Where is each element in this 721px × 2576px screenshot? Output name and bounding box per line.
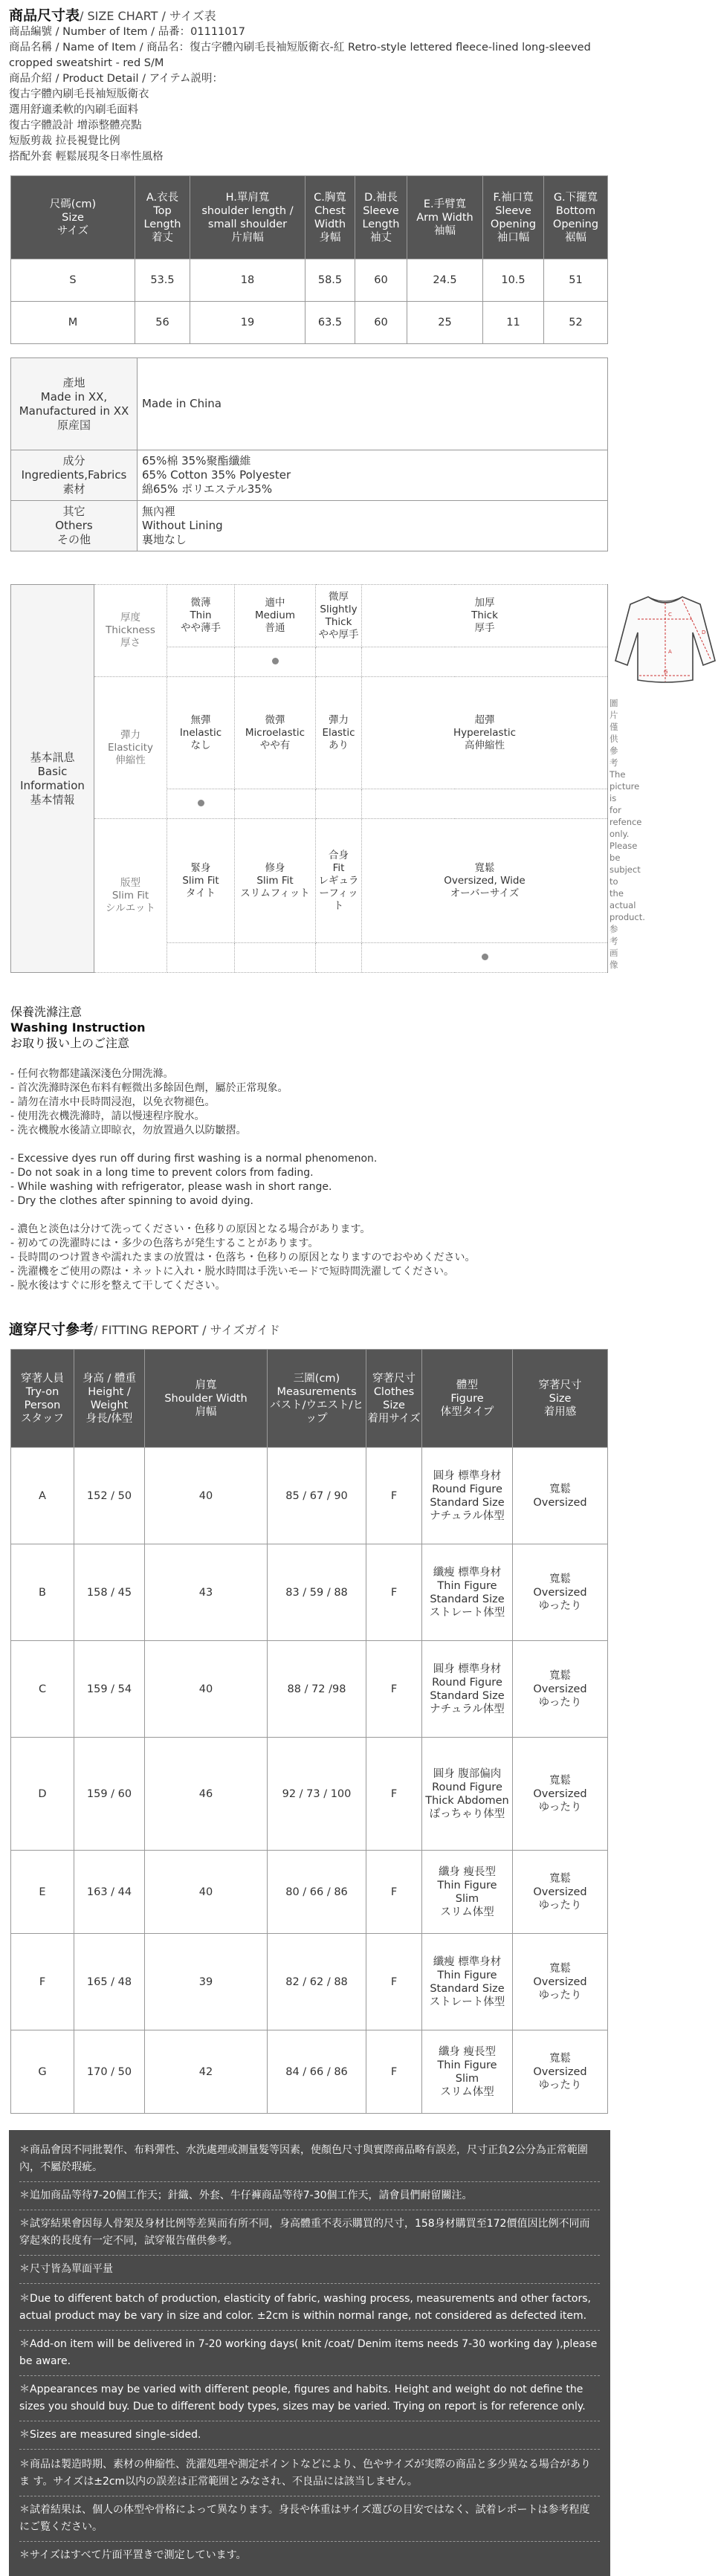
- thickness-mark: [316, 647, 362, 677]
- elasticity-mark: [316, 789, 362, 819]
- svg-text:A: A: [668, 649, 672, 655]
- fit-option: 緊身 Slim Fit タイト: [167, 819, 235, 943]
- fit-options-row: [11, 819, 608, 943]
- washing-instructions: [0, 1004, 619, 1293]
- size-cell: 10.5: [483, 259, 544, 302]
- measurements-cell: 92 / 73 / 100: [268, 1738, 366, 1851]
- notes-jp: ＊商品は製造時期、素材の伸縮性、洗濯処理や測定ポイントなどにより、色やサイズが実際の商品と多少異なる場合がありま す。サイズは±2cm以内の誤差は正常範囲とみなされ、不良品には該当しません。 ＊試着結果は、個人の体型や骨格によって異なります。身長や体重はサイズ選びの目安ではなく、試着レポートは参考程度にご覧ください。 ＊サイズはすべて片面平置きで測定しています。: [19, 2456, 600, 2564]
- size-cell: 11: [483, 302, 544, 344]
- size-row: [11, 259, 608, 302]
- notes-box: [9, 2130, 610, 2576]
- col-measurements: 三圍(cm) Measurements バスト/ウエスト/ヒップ: [268, 1350, 366, 1448]
- measurements-cell: 88 / 72 /98: [268, 1641, 366, 1738]
- clothes-size-cell: F: [366, 1641, 422, 1738]
- elasticity-option: 彈力 Elastic あり: [316, 677, 362, 789]
- col-size: 尺碼(cm) Size サイズ: [11, 176, 135, 259]
- size-row: [11, 302, 608, 344]
- height-weight-cell: 152 / 50: [74, 1448, 145, 1544]
- fitting-row: [11, 1738, 608, 1851]
- thickness-option: 微厚 Slightly Thick やや厚手: [316, 585, 362, 647]
- info-table: [10, 357, 608, 551]
- fit-mark: [316, 943, 362, 973]
- fitting-row: [11, 1448, 608, 1544]
- size-cell: S: [11, 259, 135, 302]
- height-weight-cell: 158 / 45: [74, 1544, 145, 1641]
- fit-label: 版型 Slim Fit シルエット: [94, 819, 167, 973]
- fitting-table: [10, 1349, 608, 2114]
- size-cell: 24.5: [407, 259, 483, 302]
- figure-cell: 纖瘦 標準身材 Thin Figure Standard Size ストレート体型: [422, 1934, 513, 2030]
- col-sleeve-length: D.袖長 Sleeve Length 袖丈: [355, 176, 407, 259]
- clothes-size-cell: F: [366, 1851, 422, 1934]
- size-cell: M: [11, 302, 135, 344]
- fit-mark: [362, 943, 608, 973]
- others-label: 其它 Others その他: [11, 501, 138, 551]
- col-clothes-size: 穿著尺寸 Clothes Size 着用サイズ: [366, 1350, 422, 1448]
- measurements-cell: 85 / 67 / 90: [268, 1448, 366, 1544]
- height-weight-cell: 159 / 60: [74, 1738, 145, 1851]
- item-name: 商品名稱 / Name of Item / 商品名：復古字體內刷毛長袖短版衛衣-紅 Retro-style lettered fleece-lined long-sleeved cropped sweatshirt - red S/M: [9, 42, 591, 69]
- col-top-length: A.衣長 Top Length 着丈: [135, 176, 190, 259]
- height-weight-cell: 165 / 48: [74, 1934, 145, 2030]
- thickness-option: 加厚 Thick 厚手: [362, 585, 608, 647]
- shoulder-cell: 40: [145, 1641, 268, 1738]
- size-cell: 56: [135, 302, 190, 344]
- col-arm-width: E.手臂寬 Arm Width 袖幅: [407, 176, 483, 259]
- sweatshirt-diagram-icon: [610, 586, 721, 690]
- shoulder-cell: 43: [145, 1544, 268, 1641]
- col-sleeve-opening: F.袖口寬 Sleeve Opening 袖口幅: [483, 176, 544, 259]
- fitting-row: [11, 1544, 608, 1641]
- thickness-label: 厚度 Thickness 厚さ: [94, 585, 167, 677]
- col-fit-feel: 穿著尺寸 Size 着用感: [513, 1350, 608, 1448]
- thickness-option: 微薄 Thin やや薄手: [167, 585, 235, 647]
- figure-cell: 纖瘦 標準身材 Thin Figure Standard Size ストレート体型: [422, 1544, 513, 1641]
- shoulder-cell: 39: [145, 1934, 268, 2030]
- person-cell: F: [11, 1934, 74, 2030]
- others-row: [11, 501, 608, 551]
- col-chest: C.胸寬 Chest Width 身幅: [305, 176, 355, 259]
- person-cell: B: [11, 1544, 74, 1641]
- fit-feel-cell: 寬鬆 Oversized ゆったり: [513, 1934, 608, 2030]
- fitting-row: [11, 1641, 608, 1738]
- washing-zh: - 任何衣物都建議深淺色分開洗滌。 - 首次洗滌時深色布料有輕微出多餘固色劑，屬於正常現象。 - 請勿在清水中長時間浸泡，以免衣物褪色。 - 使用洗衣機洗滌時，請以慢速程序脫水。 - 洗衣機脫水後請立即晾衣，勿放置過久以防皺摺。: [10, 1068, 288, 1136]
- shoulder-cell: 42: [145, 2030, 268, 2114]
- ingredients-label: 成分 Ingredients,Fabrics 素材: [11, 450, 138, 501]
- size-cell: 18: [190, 259, 305, 302]
- elasticity-option: 微彈 Microelastic やや有: [235, 677, 316, 789]
- selected-dot-icon: [272, 658, 279, 664]
- origin-value: Made in China: [138, 358, 608, 450]
- clothes-size-cell: F: [366, 1544, 422, 1641]
- fit-feel-cell: 寬鬆 Oversized: [513, 1448, 608, 1544]
- size-cell: 19: [190, 302, 305, 344]
- ingredients-row: [11, 450, 608, 501]
- notes-en: ＊Due to different batch of production, elasticity of fabric, washing process, measurements and other factors, actual product may be vary in size and color. ±2cm is within normal range, not considered as defected item. ＊Add-on item will be delivered in 7-20 working days( knit /coat/ Denim items needs 7-30 working day ),please be aware. ＊Appearances may be varied with different people, figures and habits. Height and weight do not define the sizes you should buy. Due to different body types, sizes may be varied. Trying on report is for reference only. ＊Sizes are measured single-sided.: [19, 2291, 600, 2444]
- measurements-cell: 83 / 59 / 88: [268, 1544, 366, 1641]
- col-shoulder-width: 肩寬 Shoulder Width 肩幅: [145, 1350, 268, 1448]
- person-cell: C: [11, 1641, 74, 1738]
- fitting-row: [11, 1934, 608, 2030]
- product-detail-heading: 商品介紹 / Product Detail / アイテム説明：: [9, 73, 224, 85]
- detail-line: 選用舒適柔軟的內刷毛面料: [9, 104, 138, 116]
- size-cell: 51: [544, 259, 608, 302]
- fit-option: 寬鬆 Oversized, Wide オーバーサイズ: [362, 819, 608, 943]
- detail-line: 搭配外套 輕鬆展現冬日率性風格: [9, 151, 164, 163]
- person-cell: E: [11, 1851, 74, 1934]
- size-cell: 53.5: [135, 259, 190, 302]
- height-weight-cell: 159 / 54: [74, 1641, 145, 1738]
- elasticity-mark: [235, 789, 316, 819]
- person-cell: D: [11, 1738, 74, 1851]
- fit-mark: [167, 943, 235, 973]
- shoulder-cell: 46: [145, 1738, 268, 1851]
- item-number: 商品編號 / Number of Item / 品番：01111017: [9, 26, 245, 38]
- figure-cell: 纖身 瘦長型 Thin Figure Slim スリム体型: [422, 2030, 513, 2114]
- thickness-mark: [167, 647, 235, 677]
- fit-feel-cell: 寬鬆 Oversized ゆったり: [513, 2030, 608, 2114]
- elasticity-option: 無彈 Inelastic なし: [167, 677, 235, 789]
- elasticity-options-row: [11, 677, 608, 789]
- attribute-table: [10, 584, 706, 973]
- basic-info-label: 基本訊息 Basic Information 基本情報: [11, 585, 94, 973]
- washing-heading: 保養洗滌注意 Washing Instruction お取り扱い上のご注意: [10, 1005, 146, 1050]
- col-height-weight: 身高 / 體重 Height / Weight 身長/体型: [74, 1350, 145, 1448]
- product-meta: [9, 25, 610, 165]
- col-figure: 體型 Figure 体型タイプ: [422, 1350, 513, 1448]
- col-person: 穿著人員 Try-on Person スタッフ: [11, 1350, 74, 1448]
- figure-cell: 圓身 標準身材 Round Figure Standard Size ナチュラル体型: [422, 1641, 513, 1738]
- measurements-cell: 80 / 66 / 86: [268, 1851, 366, 1934]
- figure-cell: 纖身 瘦長型 Thin Figure Slim スリム体型: [422, 1851, 513, 1934]
- size-chart-title: 商品尺寸表/ SIZE CHART / サイズ表: [9, 7, 216, 24]
- size-cell: 25: [407, 302, 483, 344]
- fitting-row: [11, 2030, 608, 2114]
- svg-text:G: G: [664, 669, 668, 675]
- fit-feel-cell: 寬鬆 Oversized ゆったり: [513, 1738, 608, 1851]
- detail-line: 復古字體設計 增添整體亮點: [9, 120, 142, 132]
- ingredients-value: 65%棉 35%聚酯纖維 65% Cotton 35% Polyester 綿65% ポリエステル35%: [138, 450, 608, 501]
- size-table-header: [11, 176, 608, 259]
- clothes-size-cell: F: [366, 2030, 422, 2114]
- figure-cell: 圓身 標準身材 Round Figure Standard Size ナチュラル体型: [422, 1448, 513, 1544]
- fitting-header: [11, 1350, 608, 1448]
- size-table: [10, 175, 608, 344]
- others-value: 無內裡 Without Lining 裏地なし: [138, 501, 608, 551]
- size-cell: 60: [355, 302, 407, 344]
- clothes-size-cell: F: [366, 1448, 422, 1544]
- fit-mark: [235, 943, 316, 973]
- detail-line: 短版剪裁 拉長視覺比例: [9, 135, 120, 147]
- notes-zh: ＊商品會因不同批製作、布料彈性、水洗處理或測量髮等因素，使顏色尺寸與實際商品略有誤差，尺寸正負2公分為正常範圍內，不屬於瑕疵。 ＊追加商品等待7-20個工作天；針織、外套、牛仔褲商品等待7-30個工作天，請會員們耐留關注。 ＊試穿結果會因每人骨架及身材比例等差異而有所不同，身高體重不表示購買的尺寸，158身材購買至172價值因比例不同而穿起來的長度有一定不同，試穿報告僅供參考。 ＊尺寸皆為單面平量: [19, 2142, 600, 2278]
- size-cell: 58.5: [305, 259, 355, 302]
- person-cell: A: [11, 1448, 74, 1544]
- detail-line: 復古字體內刷毛長袖短版衛衣: [9, 88, 149, 100]
- shoulder-cell: 40: [145, 1851, 268, 1934]
- elasticity-label: 彈力 Elasticity 伸縮性: [94, 677, 167, 819]
- fitting-row: [11, 1851, 608, 1934]
- svg-text:C: C: [668, 612, 672, 618]
- fit-feel-cell: 寬鬆 Oversized ゆったり: [513, 1851, 608, 1934]
- height-weight-cell: 170 / 50: [74, 2030, 145, 2114]
- fitting-title: 適穿尺寸參考/ FITTING REPORT / サイズガイド: [9, 1321, 280, 1338]
- elasticity-option: 超彈 Hyperelastic 高伸縮性: [362, 677, 608, 789]
- figure-cell: 圓身 腹部偏肉 Round Figure Thick Abdomen ぽっちゃり体型: [422, 1738, 513, 1851]
- size-cell: 60: [355, 259, 407, 302]
- person-cell: G: [11, 2030, 74, 2114]
- fit-feel-cell: 寬鬆 Oversized ゆったり: [513, 1641, 608, 1738]
- col-bottom-opening: G.下擺寬 Bottom Opening 裾幅: [544, 176, 608, 259]
- size-cell: 52: [544, 302, 608, 344]
- shoulder-cell: 40: [145, 1448, 268, 1544]
- product-header: [0, 0, 619, 165]
- size-cell: 63.5: [305, 302, 355, 344]
- thickness-mark: [235, 647, 316, 677]
- washing-en: - Excessive dyes run off during first washing is a normal phenomenon. - Do not soak in a long time to prevent colors from fading. - While washing with refrigerator, please wash in short range. - Dry the clothes after spinning to avoid dying.: [10, 1153, 378, 1207]
- clothes-size-cell: F: [366, 1934, 422, 2030]
- thickness-option: 適中 Medium 普通: [235, 585, 316, 647]
- col-shoulder: H.單肩寬 shoulder length / small shoulder 片肩幅: [190, 176, 305, 259]
- origin-row: [11, 358, 608, 450]
- washing-jp: - 濃色と淡色は分けて洗ってください・色移りの原因となる場合があります。 - 初めての洗濯時には・多少の色落ちが発生することがあります。 - 長時間のつけ置きや濡れたままの放置は・色落ち・色移りの原因となりますのでおやめください。 - 洗濯機をご使用の際は・ネットに入れ・脱水時間は手洗いモードで短時間洗濯してください。 - 脱水後はすぐに形を整えて干してください。: [10, 1223, 476, 1292]
- thickness-mark: [362, 647, 608, 677]
- selected-dot-icon: [198, 800, 204, 806]
- fit-option: 合身 Fit レギュラーフィット: [316, 819, 362, 943]
- svg-text:D: D: [702, 630, 706, 635]
- thickness-options-row: 基本訊息 Basic Information 基本情報 厚度 Thickness 厚さ 微薄 Thin やや薄手 適中 Medium 普通 微厚 Slightly Thick やや厚手 加厚 Thick 厚手 C A D G 圖片僅供參考 The picture is for refence only. Please be subject to the actual product. 参考画像: [11, 585, 608, 647]
- height-weight-cell: 163 / 44: [74, 1851, 145, 1934]
- elasticity-mark: [167, 789, 235, 819]
- origin-label: 產地 Made in XX, Manufactured in XX 原産国: [11, 358, 138, 450]
- elasticity-mark: [362, 789, 608, 819]
- clothes-size-cell: F: [366, 1738, 422, 1851]
- fit-feel-cell: 寬鬆 Oversized ゆったり: [513, 1544, 608, 1641]
- fit-option: 修身 Slim Fit スリムフィット: [235, 819, 316, 943]
- measurements-cell: 84 / 66 / 86: [268, 2030, 366, 2114]
- selected-dot-icon: [482, 954, 488, 960]
- measurements-cell: 82 / 62 / 88: [268, 1934, 366, 2030]
